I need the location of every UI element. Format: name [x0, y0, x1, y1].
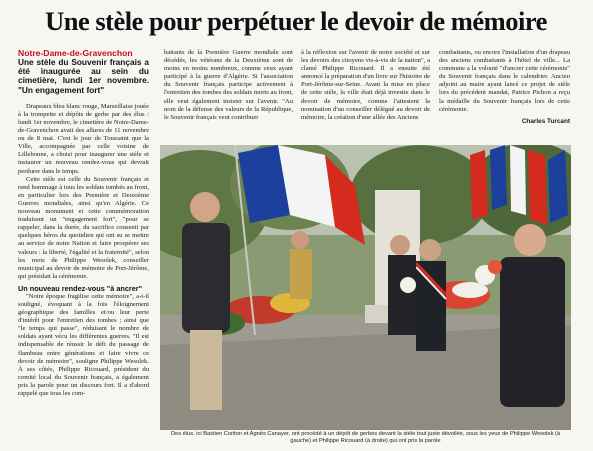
author-byline: Charles Turcant [521, 117, 570, 125]
paragraph: combattants, ou encore l'installation d'un drapeau des anciens combattants à l'hôtel de ville... La commune a la volonté "d'ancrer cette cérémonie" du Souvenir français dans le calendrier. Ancien adjoint au maire ayant lancé ce projet de stèle lors du précédent mandat, Patrice Pichon a reçu la médaille du Souvenir français lors de cette cérémonie. [439, 49, 570, 113]
paragraph: "Notre époque fragilise cette mémoire", a-t-il souligné, évoquant à la fois l'éloignement géographique des familles et/ou leur perte d'intérêt pour l'entretien des tombes ; ainsi que "le temps qui passe", réduisant le nombre de soldats ayant vécu les différentes guerres. "Il est indispensable de réussir le défi du passage de flambeau entre générations et faire vivre ce devoir de mémoire", souligne Philippe Wesolek. À ses côtés, Philippe Ricouard, président du comité local du Souvenir français, a également pris la parole pour un discours fort. Il a d'abord rappelé que tous les com- [18, 292, 149, 397]
paragraph: à la réflexion sur l'avenir de notre société et sur les devoirs des citoyens vis-à-vis de la nation", a clamé Philippe Ricouard. Il a ensuite été annoncé la préparation d'un livre sur l'histoire de Port-Jérôme-sur-Seine. Avant la mise en place de cette stèle, la ville était déjà investie dans le devoir de mémoire, comme l'attestent la nomination d'un conseiller délégué au devoir de mémoire, la création d'une allée des Anciens [301, 49, 430, 121]
headline: Une stèle pour perpétuer le devoir de mémoire [45, 6, 547, 36]
article-lead: Une stèle du Souvenir français a été inaugurée au sein du cimetière, lundi 1er novembre. "Un engagement fort" [18, 57, 149, 95]
photo-caption: Des élus, ici Bastien Coriton et Agnès Canayer, ont procédé à un dépôt de gerbes devant la stèle tout juste dévoilée, sous les yeux de Philippe Wesolek (à gauche) et Philippe Ricouard (à droite) qui ont pris la parole [170, 431, 561, 445]
article-column-3 [301, 49, 430, 141]
article-column-4 [439, 49, 570, 141]
paragraph: battants de la Première Guerre mondiale sont décédés, les vétérans de la Deuxième sont de moins en moins nombreux, comme ceux ayant participé à la guerre d'Algérie. Si l'association du Souvenir français participe activement à l'entretien des tombes des soldats morts au front, elle veut également insister sur l'avenir. "Au nom de la défense des valeurs de la République, le Souvenir français veut contribuer [164, 49, 293, 121]
section-subhead: Un nouveau rendez-vous "à ancrer" [18, 283, 143, 293]
article-column-2 [164, 49, 293, 141]
ceremony-photo [160, 145, 571, 430]
ceremony-photo-illustration [160, 145, 571, 430]
paragraph: Drapeaux bleu blanc rouge, Marseillaise jouée à la trompette et dépôts de gerbe par des élus : lundi 1er novembre, le cimetière de Notre-Dame-de-Gravenchon avait des allures de 11 novembre ou de 8 mai. C'est le jour de Toussaint que la Ville, accompagnée par celle voisine de Lillebonne, a choisi pour inaugurer une stèle et instaurer un nouveau rendez-vous qui devrait perdurer dans le temps. [18, 102, 149, 175]
article-column-1 [18, 49, 149, 447]
paragraph: Cette stèle est celle du Souvenir français et rend hommage à tous les soldats tombés au front, en particulier lors des Première et Deuxième Guerres mondiales, ainsi qu'en Algérie. Ce nouveau monument et cette commémoration traduisent un "engagement fort", "pour se rappeler, dans la durée, du sacrifice consenti par quelques héros du quotidien qui ont su se mettre au service de notre Nation et faire prospérer ses valeurs : la liberté, l'égalité et la fraternité", selon les mots de Philippe Wesolek, conseiller municipal au devoir de mémoire de Port-Jérôme, qui présidait la cérémonie. [18, 175, 149, 280]
location-kicker: Notre-Dame-de-Gravenchon [18, 49, 133, 58]
